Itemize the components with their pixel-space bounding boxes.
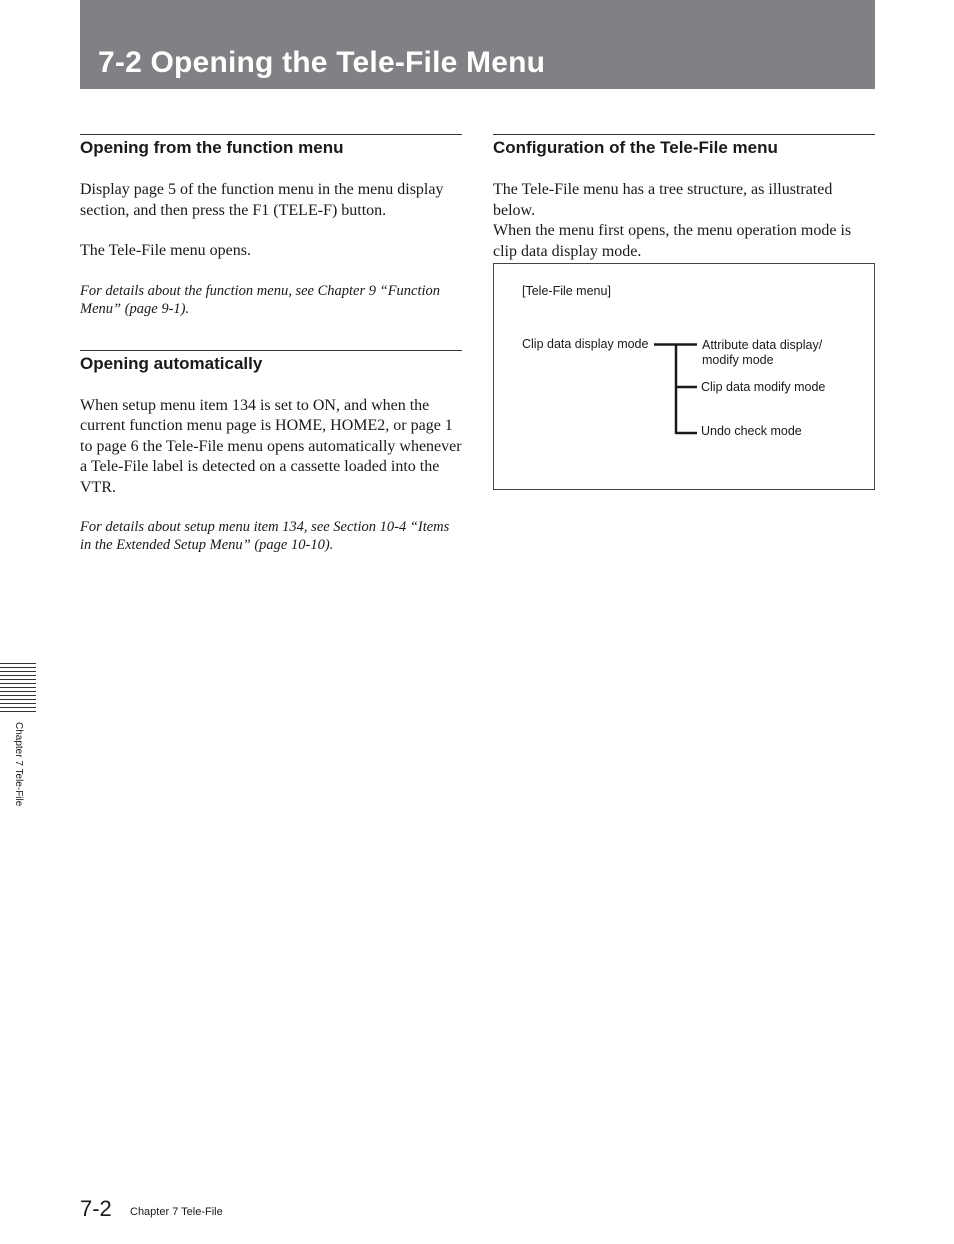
page-number: 7-2 bbox=[80, 1196, 112, 1221]
tree-child-attribute-mode bbox=[702, 338, 822, 367]
chapter-header-band bbox=[80, 0, 875, 89]
tree-child-undo-check-mode: Undo check mode bbox=[701, 424, 802, 438]
section-heading-function-menu: Opening from the function menu bbox=[80, 134, 462, 159]
function-menu-reference: For details about the function menu, see Chapter 9 “Function Menu” (page 9-1). bbox=[80, 282, 441, 317]
section-heading-automatic: Opening automatically bbox=[80, 350, 462, 375]
section-heading-configuration: Configuration of the Tele-File menu bbox=[493, 134, 875, 159]
tree-root-label: [Tele-File menu] bbox=[522, 284, 611, 298]
footer-chapter-label: Chapter 7 Tele-File bbox=[130, 1206, 223, 1218]
tree-structure-description: The Tele-File menu has a tree structure, as illustrated below. bbox=[493, 181, 833, 219]
chapter-side-label: Chapter 7 Tele-File bbox=[13, 722, 24, 807]
automatic-open-description: When setup menu item 134 is set to ON, and when the current function menu page is HOME, HOME2, or page 1 to page 6 the Tele-File menu opens automatically whenever a Tele-File label is detected on a cassette loaded into the VTR. bbox=[80, 396, 462, 496]
left-column bbox=[80, 134, 462, 554]
setup-menu-reference: For details about setup menu item 134, see Section 10-4 “Items in the Extended Setup Menu” (page 10-10). bbox=[80, 519, 450, 553]
tree-mode-label: Clip data display mode bbox=[522, 337, 649, 351]
tree-child-attribute-line2: modify mode bbox=[702, 352, 774, 367]
right-column bbox=[493, 134, 875, 438]
tree-child-clip-modify-mode: Clip data modify mode bbox=[701, 380, 826, 394]
page-title: 7-2 Opening the Tele-File Menu bbox=[98, 46, 546, 79]
tree-child-attribute-line1: Attribute data display/ bbox=[702, 338, 823, 352]
function-menu-instructions: Display page 5 of the function menu in the menu display section, and then press the F1 (TELE-F) button. bbox=[80, 181, 444, 219]
chapter-tab-marker bbox=[0, 663, 36, 713]
menu-opens-text: The Tele-File menu opens. bbox=[80, 242, 251, 259]
tele-file-menu-tree-diagram bbox=[493, 263, 875, 490]
operation-mode-description: When the menu first opens, the menu operation mode is clip data display mode. bbox=[493, 222, 852, 260]
